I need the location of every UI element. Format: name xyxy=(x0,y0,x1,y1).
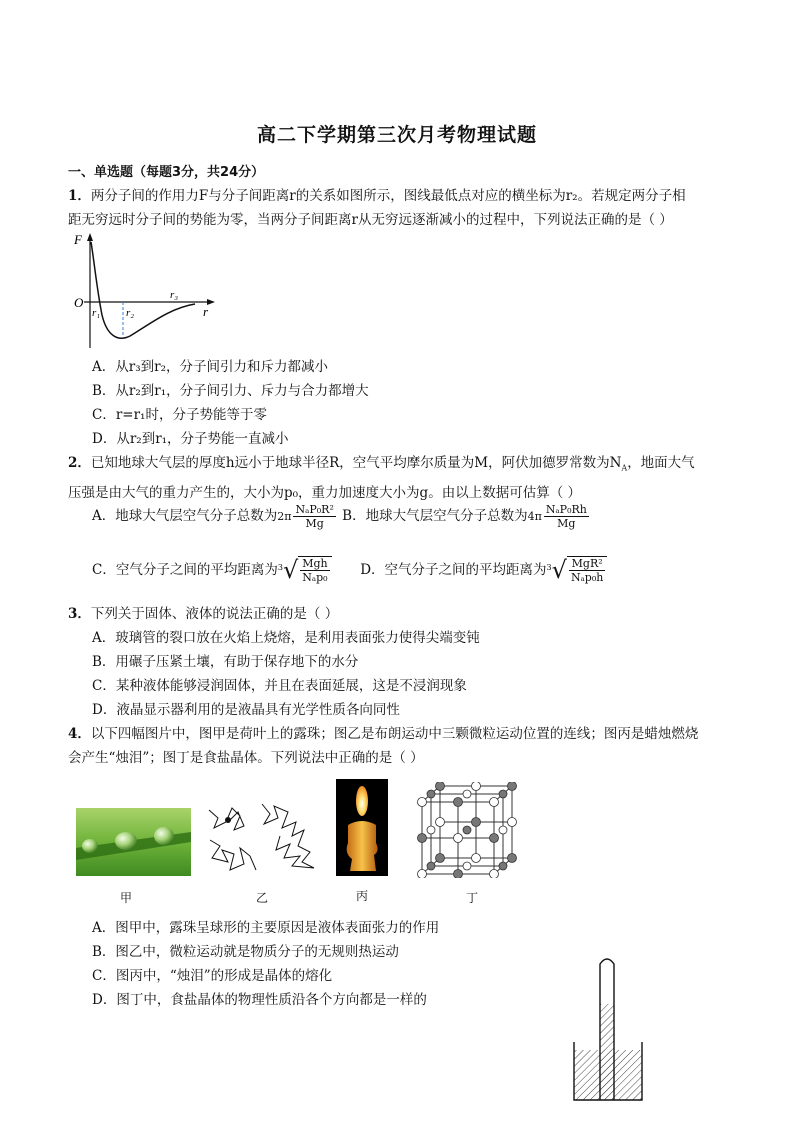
question-2-option-b[interactable] xyxy=(342,503,591,530)
dew-drop xyxy=(115,832,137,850)
option-a-coefficient: 2π xyxy=(277,510,292,523)
option-c-numerator: Mgh xyxy=(302,557,328,570)
tube-liquid-column xyxy=(600,1004,614,1100)
option-a-fraction xyxy=(293,503,335,530)
option-b-denominator: Mg xyxy=(557,517,576,530)
option-d-text: D．空气分子之间的平均距离为 xyxy=(360,561,547,578)
root-index: 3 xyxy=(277,563,283,572)
question-4-option-b[interactable]: B．图乙中，微粒运动就是物质分子的无规则热运动 xyxy=(92,944,399,960)
option-d-denominator: Nₐp₀h xyxy=(570,571,604,584)
question-1-line-2: 距无穷远时分子间的势能为零，当两分子间距离r从无穷远逐渐减小的过程中，下列说法正确的是（ ） xyxy=(68,212,673,228)
option-d-fraction xyxy=(569,557,605,584)
option-b-fraction xyxy=(544,503,589,530)
question-3-option-a[interactable]: A．玻璃管的裂口放在火焰上烧熔，是利用表面张力使得尖端变钝 xyxy=(92,630,480,646)
question-1-option-c[interactable]: C．r=r₁时，分子势能等于零 xyxy=(92,407,267,423)
question-2-line-2: 压强是由大气的重力产生的，大小为p₀，重力加速度大小为g。由以上数据可估算（ ） xyxy=(68,484,581,501)
caption-jia: 甲 xyxy=(119,891,132,905)
option-a-text: A．地球大气层空气分子总数为 xyxy=(92,508,278,524)
question-1-option-b[interactable]: B．从r₂到r₁，分子间引力、斥力与合力都增大 xyxy=(92,383,369,399)
question-4-text-1: 以下四幅图片中，图甲是荷叶上的露珠；图乙是布朗运动中三颗微粒运动位置的连线；图丙是蜡烛燃烧 xyxy=(90,726,699,742)
question-1-line-1 xyxy=(68,184,728,208)
question-2-option-d[interactable] xyxy=(360,556,607,584)
capillary-tube-figure xyxy=(568,952,648,1102)
section-heading: 一、单选题（每题3分，共24分） xyxy=(68,165,265,180)
caption-ding: 丁 xyxy=(465,891,478,905)
r1-label: r₁ xyxy=(92,307,101,319)
question-3-option-c[interactable]: C．某种液体能够浸润固体，并且在表面延展，这是不浸润现象 xyxy=(92,678,467,694)
dew-drop xyxy=(82,839,98,853)
question-2-options-cd xyxy=(92,556,732,584)
option-b-coefficient: 4π xyxy=(527,510,542,523)
origin-label: O xyxy=(74,295,84,310)
question-1-option-d[interactable]: D．从r₂到r₁，分子势能一直减小 xyxy=(92,431,289,447)
option-d-cube-root xyxy=(547,556,608,584)
question-2-line-1 xyxy=(68,451,728,481)
dew-drop xyxy=(154,827,174,845)
r2-label: r₂ xyxy=(126,307,135,319)
x-axis-arrow xyxy=(207,299,215,305)
option-c-text: C．空气分子之间的平均距离为 xyxy=(92,561,278,578)
question-number: 4． xyxy=(68,726,91,742)
question-number: 3． xyxy=(68,606,91,622)
question-2-text-1-end: ，地面大气 xyxy=(627,455,695,471)
question-1-text-1: 两分子间的作用力F与分子间距离r的关系如图所示，图线最低点对应的横坐标为r₂。若规定两分子相 xyxy=(90,188,686,204)
brownian-motion-image xyxy=(204,800,319,875)
force-curve xyxy=(91,242,195,338)
question-2-text-1: 已知地球大气层的厚度h远小于地球半径R，空气平均摩尔质量为M，阿伏加德罗常数为N xyxy=(90,455,622,471)
question-2-option-a[interactable] xyxy=(92,503,342,530)
question-2-options-ab xyxy=(92,503,732,530)
question-3-option-d[interactable]: D．液晶显示器利用的是液晶具有光学性质各向同性 xyxy=(92,702,400,718)
question-3-option-b[interactable]: B．用碾子压紧土壤，有助于保存地下的水分 xyxy=(92,654,359,670)
question-1-option-a[interactable]: A．从r₃到r₂，分子间引力和斥力都减小 xyxy=(92,359,328,375)
question-number: 1． xyxy=(68,188,91,204)
option-d-numerator: MgR² xyxy=(569,557,605,571)
question-2-stem xyxy=(68,451,728,505)
option-b-numerator: NₐP₀Rh xyxy=(545,503,587,516)
page-title: 高二下学期第三次月考物理试题 xyxy=(256,124,537,146)
option-c-denominator: Nₐp₀ xyxy=(302,571,328,584)
radical-sign: √ xyxy=(551,556,567,584)
salt-crystal-image xyxy=(412,782,522,878)
option-c-fraction xyxy=(300,557,329,584)
caption-bing: 丙 xyxy=(355,889,368,903)
question-4-line-1 xyxy=(68,722,728,746)
question-4-line-2: 会产生“烛泪”；图丁是食盐晶体。下列说法中正确的是（ ） xyxy=(68,750,424,766)
radical-sign: √ xyxy=(282,556,299,584)
x-axis-label: r xyxy=(203,304,209,319)
root-index: 3 xyxy=(546,563,552,572)
candle-image xyxy=(336,779,388,876)
option-a-denominator: Mg xyxy=(305,517,324,530)
question-3-stem xyxy=(68,602,728,626)
force-distance-graph xyxy=(70,230,220,356)
option-c-cube-root xyxy=(278,556,332,584)
y-axis-label: F xyxy=(74,232,82,247)
question-4-stem xyxy=(68,722,728,770)
question-3-text: 下列关于固体、液体的说法正确的是（ ） xyxy=(90,606,339,622)
question-2-option-c[interactable] xyxy=(92,556,336,584)
question-1-stem xyxy=(68,184,728,232)
option-a-numerator: NₐP₀R² xyxy=(295,503,334,516)
question-4-option-c[interactable]: C．图丙中，“烛泪”的形成是晶体的熔化 xyxy=(92,968,333,984)
y-axis-arrow xyxy=(87,233,93,241)
dew-drops-image xyxy=(76,808,191,876)
caption-yi: 乙 xyxy=(255,891,268,905)
r3-label: r₃ xyxy=(170,289,179,301)
question-4-option-a[interactable]: A．图甲中，露珠呈球形的主要原因是液体表面张力的作用 xyxy=(92,920,440,936)
avogadro-subscript: A xyxy=(621,463,628,473)
question-4-option-d[interactable]: D．图丁中，食盐晶体的物理性质沿各个方向都是一样的 xyxy=(92,992,427,1008)
question-number: 2． xyxy=(68,455,91,471)
option-b-text: B．地球大气层空气分子总数为 xyxy=(342,508,528,524)
